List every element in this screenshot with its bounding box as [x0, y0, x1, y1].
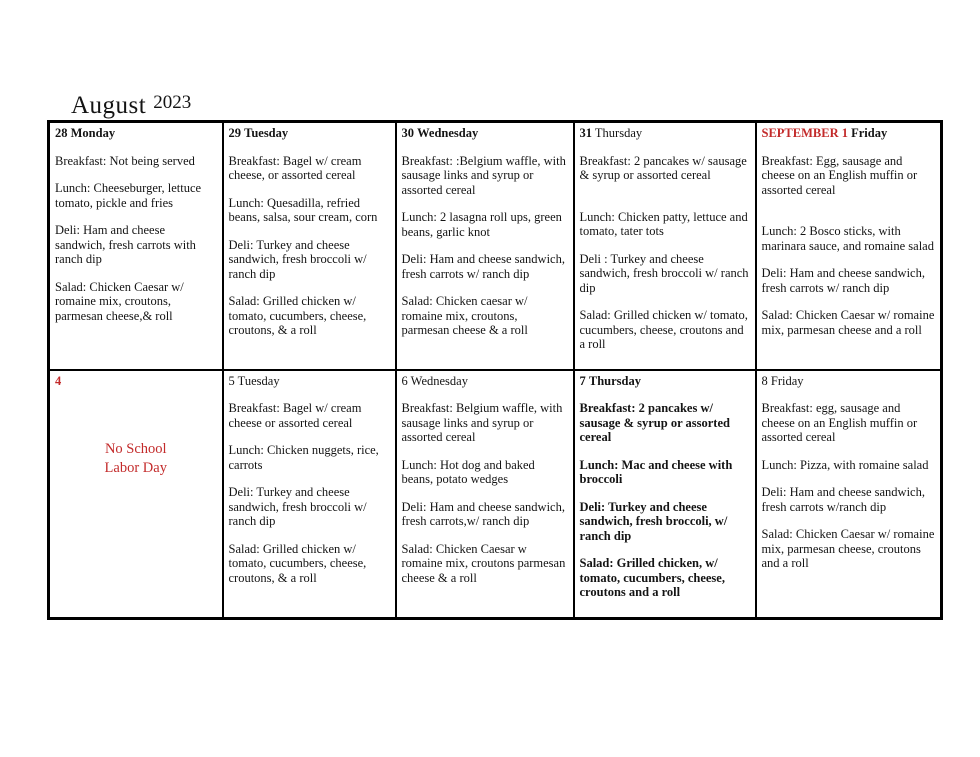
menu-item: Lunch: Chicken patty, lettuce and tomato, tater tots [579, 209, 748, 238]
menu-item: Salad: Chicken Caesar w/ romaine mix, croutons, parmesan cheese,& roll [55, 279, 184, 323]
menu-item: Breakfast: Not being served [55, 153, 195, 168]
menu-item: Deli: Ham and cheese sandwich, fresh carrots w/ranch dip [761, 485, 925, 514]
menu-item: Lunch: Mac and cheese with broccoli [579, 457, 733, 486]
cell-date-header [762, 126, 936, 141]
cell-date-number: 6 [401, 373, 408, 388]
calendar-cell-6-wednesday [396, 370, 574, 619]
menu-item: Salad: Chicken Caesar w/ romaine mix, parmesan cheese, croutons and a roll [761, 527, 935, 570]
calendar-cell-31-thursday [574, 122, 756, 370]
year-label: 2023 [153, 92, 192, 113]
menu-item: Deli: Ham and cheese sandwich, fresh carrots,w/ ranch dip [401, 499, 565, 528]
menu-item: Deli: Ham and cheese sandwich, fresh carrots with ranch dip [55, 223, 196, 266]
menu-item: Breakfast: Belgium waffle, with sausage links and syrup or assorted cereal [401, 401, 563, 444]
menu-item: Lunch: 2 lasagna roll ups, green beans, garlic knot [401, 210, 562, 239]
menu-item: Deli : Turkey and cheese sandwich, fresh broccoli w/ ranch dip [579, 251, 749, 295]
cell-day-name: Tuesday [244, 126, 289, 140]
menu-item: Deli: Turkey and cheese sandwich, fresh broccoli w/ ranch dip [228, 237, 367, 281]
cell-date-number: 5 [228, 373, 235, 388]
menu-item: Salad: Chicken Caesar w/ romaine mix, parmesan cheese and a roll [761, 308, 935, 337]
cell-day-name: Wednesday [417, 126, 479, 140]
calendar-cell-28-monday [49, 122, 223, 370]
cell-date-number: 8 [761, 373, 768, 388]
menu-item: Breakfast: 2 pancakes w/ sausage & syrup or assorted cereal [579, 401, 730, 444]
no-school-note: No School Labor Day [104, 441, 167, 476]
cell-date-header [229, 374, 390, 389]
menu-item: Lunch: 2 Bosco sticks, with marinara sauce, and romaine salad [761, 224, 934, 253]
menu-item: Breakfast: Bagel w/ cream cheese, or assorted cereal [228, 153, 362, 182]
menu-item: Deli: Ham and cheese sandwich, fresh carrots w/ ranch dip [401, 252, 565, 281]
cell-day-name: Friday [851, 126, 888, 140]
cell-date-number: 31 [579, 126, 592, 140]
calendar-row [49, 122, 942, 370]
calendar-cell-7-thursday [574, 370, 756, 619]
cell-day-name: Monday [70, 126, 116, 140]
cell-date-header [762, 374, 936, 389]
cell-date-header [402, 374, 568, 389]
cell-date-number: 4 [55, 373, 62, 388]
calendar-cell-8-friday [756, 370, 942, 619]
cell-day-name: Tuesday [237, 373, 280, 388]
menu-item: Breakfast: :Belgium waffle, with sausage links and syrup or assorted cereal [401, 153, 566, 197]
menu-item: Salad: Grilled chicken w/ tomato, cucumbers, cheese, croutons, & a roll [228, 541, 367, 585]
menu-item: Salad: Chicken caesar w/ romaine mix, croutons, parmesan cheese & a roll [401, 294, 528, 337]
cell-date-header [55, 126, 217, 141]
cell-date-header [580, 126, 750, 141]
menu-item: Lunch: Chicken nuggets, rice, carrots [228, 443, 379, 472]
menu-item: Lunch: Quesadilla, refried beans, salsa, sour cream, corn [228, 195, 378, 224]
menu-item: Salad: Grilled chicken, w/ tomato, cucumbers, cheese, croutons and a roll [579, 556, 725, 599]
calendar-cell-september-1-friday [756, 122, 942, 370]
cell-day-name: Friday [770, 373, 804, 388]
menu-item: Deli: Turkey and cheese sandwich, fresh broccoli, w/ ranch dip [579, 499, 728, 543]
menu-item: Breakfast: egg, sausage and cheese on an English muffin or assorted cereal [761, 401, 918, 444]
menu-item: Breakfast: Egg, sausage and cheese on an English muffin or assorted cereal [761, 153, 918, 197]
menu-item: Deli: Ham and cheese sandwich, fresh carrots w/ ranch dip [761, 266, 925, 295]
cell-day-name: Wednesday [410, 373, 468, 388]
cell-date-number: SEPTEMBER 1 [761, 126, 848, 140]
cell-date-number: 7 [579, 373, 586, 388]
menu-item: Salad: Chicken Caesar w romaine mix, croutons parmesan cheese & a roll [401, 541, 566, 585]
menu-item: Breakfast: Bagel w/ cream cheese or assorted cereal [228, 401, 362, 430]
month-label: August [71, 92, 147, 119]
calendar-cell-4-labor-day [49, 370, 223, 619]
menu-item: Breakfast: 2 pancakes w/ sausage & syrup or assorted cereal [579, 153, 747, 182]
menu-item: Salad: Grilled chicken w/ tomato, cucumbers, cheese, croutons, & a roll [228, 294, 367, 337]
cell-date-header [580, 374, 750, 389]
cell-date-header [55, 374, 217, 389]
menu-calendar-table [47, 120, 943, 620]
cell-day-name: Thursday [588, 373, 641, 388]
calendar-cell-30-wednesday [396, 122, 574, 370]
cell-date-header [402, 126, 568, 141]
menu-item: Lunch: Pizza, with romaine salad [761, 457, 929, 472]
menu-item: Lunch: Cheeseburger, lettuce tomato, pickle and fries [55, 181, 202, 210]
cell-date-header [229, 126, 390, 141]
calendar-cell-29-tuesday [223, 122, 396, 370]
cell-date-number: 28 [55, 126, 68, 140]
calendar-row [49, 370, 942, 619]
menu-item: Salad: Grilled chicken w/ tomato, cucumbers, cheese, croutons and a roll [579, 308, 748, 351]
menu-item: Lunch: Hot dog and baked beans, potato wedges [401, 457, 535, 486]
cell-date-number: 29 [228, 126, 241, 140]
calendar-cell-5-tuesday [223, 370, 396, 619]
menu-item: Deli: Turkey and cheese sandwich, fresh broccoli w/ ranch dip [228, 485, 367, 528]
cell-day-name: Thursday [594, 126, 643, 140]
cell-date-number: 30 [401, 126, 414, 140]
page-title [71, 92, 191, 120]
